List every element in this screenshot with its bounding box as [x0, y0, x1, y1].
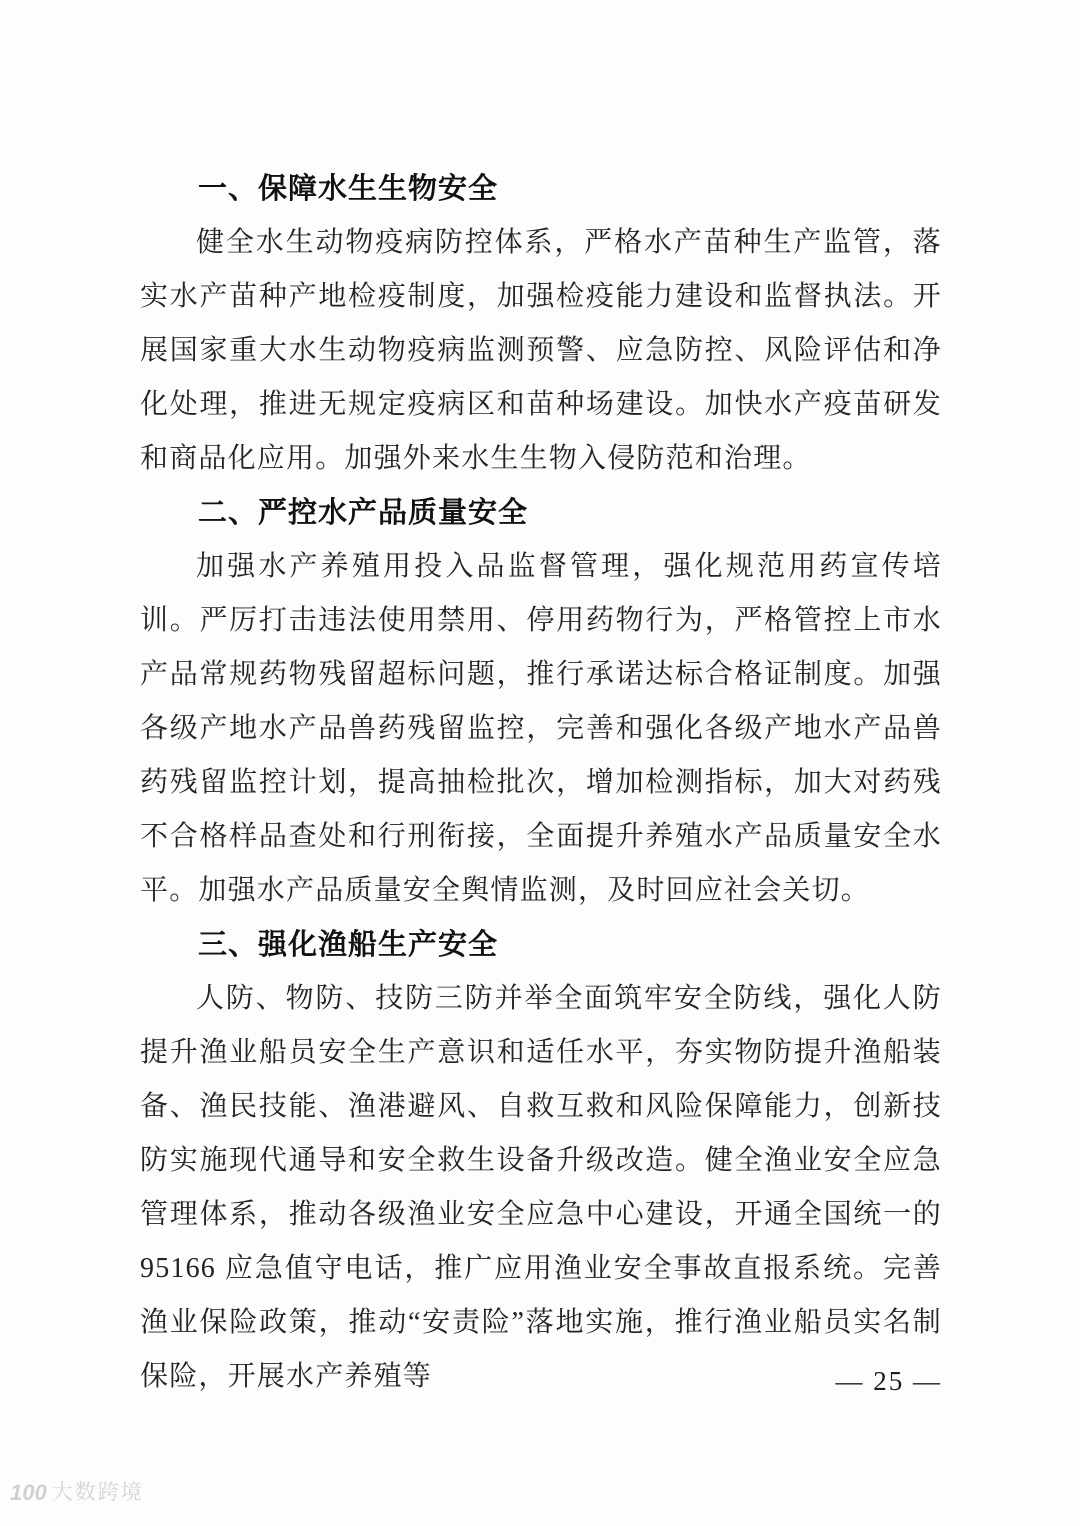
section-3-heading: 三、强化渔船生产安全 [198, 929, 499, 961]
watermark-logo-icon: 100 [10, 1480, 47, 1505]
section-3-paragraph: 人防、物防、技防三防并举全面筑牢安全防线，强化人防提升渔业船员安全生产意识和适任水平，夯实物防提升渔船装备、渔民技能、渔港避风、自救互救和风险保障能力，创新技防实施现代通导和安全救生设备升级改造。健全渔业安全应急管理体系，推动各级渔业安全应急中心建设，开通全国统一的 95166 应急值守电话，推广应用渔业安全事故直报系统。完善渔业保险政策，推动“安责险”落地实施，推行渔业船员实名制保险，开展水产养殖等 [140, 983, 942, 1392]
watermark [10, 1482, 144, 1504]
section-2-paragraph: 加强水产养殖用投入品监督管理，强化规范用药宣传培训。严厉打击违法使用禁用、停用药物行为，严格管控上市水产品常规药物残留超标问题，推行承诺达标合格证制度。加强各级产地水产品兽药残留监控，完善和强化各级产地水产品兽药残留监控计划，提高抽检批次，增加检测指标，加大对药残不合格样品查处和行刑衔接，全面提升养殖水产品质量安全水平。加强水产品质量安全舆情监测，及时回应社会关切。 [140, 551, 942, 906]
section-1-heading: 一、保障水生生物安全 [198, 173, 499, 205]
section-1-paragraph: 健全水生动物疫病防控体系，严格水产苗种生产监管，落实水产苗种产地检疫制度，加强检疫能力建设和监督执法。开展国家重大水生动物疫病监测预警、应急防控、风险评估和净化处理，推进无规定疫病区和苗种场建设。加快水产疫苗研发和商品化应用。加强外来水生生物入侵防范和治理。 [140, 227, 942, 474]
watermark-brand-text: 大数跨境 [51, 1481, 144, 1504]
page-number: — 25 — [835, 1366, 942, 1396]
document-body [140, 162, 942, 1404]
section-2-heading: 二、严控水产品质量安全 [198, 497, 529, 529]
